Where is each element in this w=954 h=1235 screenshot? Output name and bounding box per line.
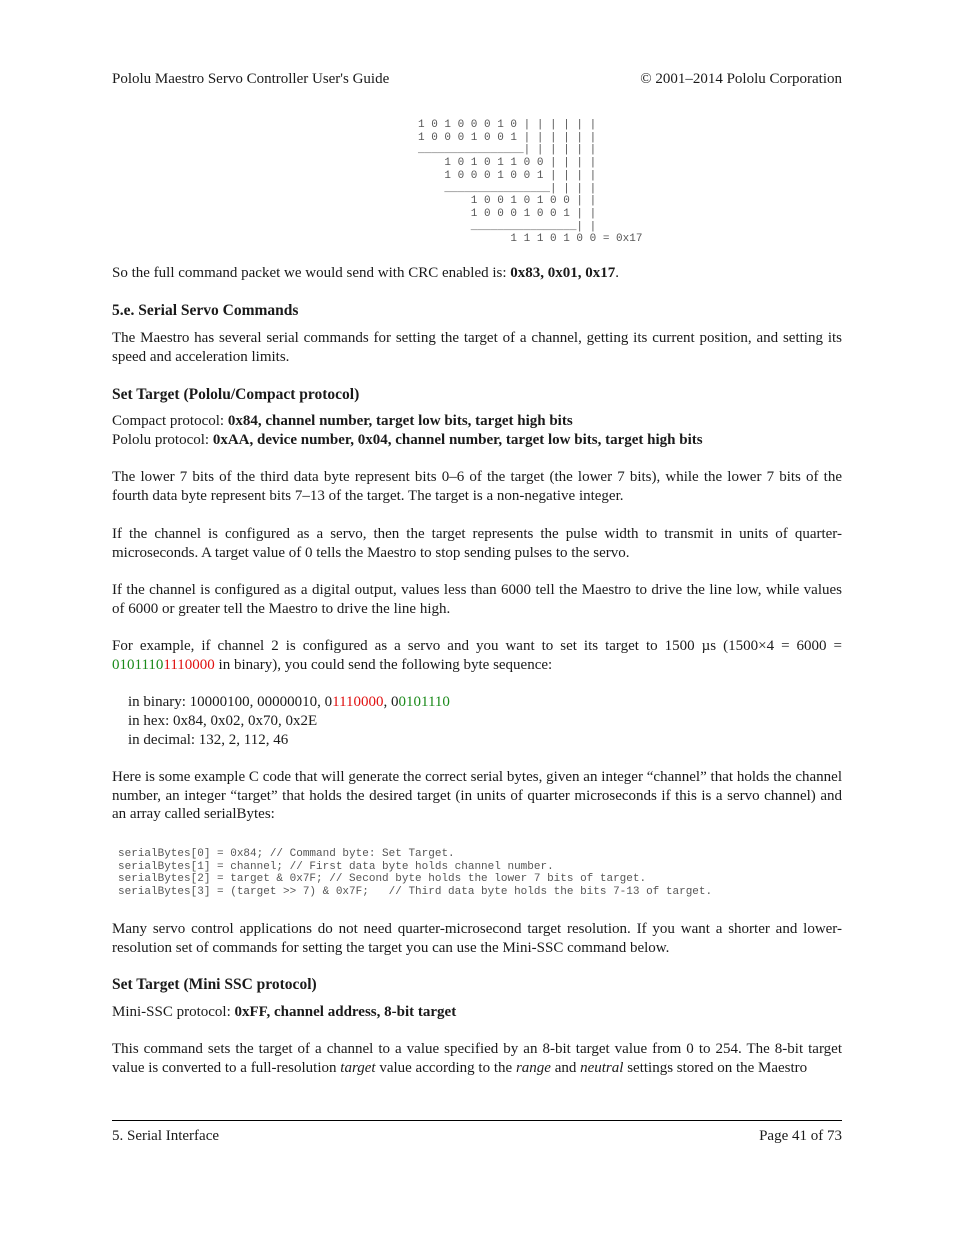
section-intro: The Maestro has several serial commands for setting the target of a channel, getting its current position, and setting its speed and acceleration limits. [112, 330, 842, 365]
footer-section: 5. Serial Interface [112, 1128, 220, 1144]
code-line: serialBytes[3] = (target >> 7) & 0x7F; // Third data byte holds the bits 7-13 of target. [118, 885, 713, 898]
mini-ssc-label: Mini-SSC protocol: [112, 1004, 235, 1020]
crc-sentence [112, 264, 842, 283]
mini-ssc-text-a: This command sets the target of a channel to a value specified by an 8-bit target value from 0 to 254. The 8-bit target value is converted to a full-resolution [112, 1041, 842, 1076]
code-line: serialBytes[0] = 0x84; // Command byte: Set Target. [118, 848, 455, 860]
example-binary-low: 1110000 [163, 656, 215, 673]
example-text: For example, if channel 2 is configured as a servo and you want to set its target to 1500 µs (1500×4 = 6000 = [112, 638, 842, 654]
mini-ssc-text-d: settings stored on the Maestro [623, 1059, 808, 1076]
crc-line: 1 0 0 1 0 1 0 0 | | [418, 195, 597, 208]
para-servo: If the channel is configured as a servo, then the target represents the pulse width to transmit in units of quarter-microseconds. A target value of 0 tells the Maestro to stop sending pulses to the servo. [112, 526, 842, 561]
compact-label: Compact protocol: [112, 413, 228, 429]
header-title: Pololu Maestro Servo Controller User's Guide [112, 71, 390, 87]
binary-line [128, 693, 450, 712]
crc-line: ________________| | | | [418, 182, 597, 195]
crc-sentence-text: So the full command packet we would send with CRC enabled is: [112, 265, 511, 281]
pololu-label: Pololu protocol: [112, 432, 213, 448]
binary-red: 1110000 [332, 694, 384, 710]
code-intro: Here is some example C code that will generate the correct serial bytes, given an integer “channel” that holds the channel number, an integer “target” that holds the desired target (in units of quarter microseconds if this is a servo channel) and an array called serialBytes: [112, 769, 842, 823]
crc-diagram [418, 119, 642, 246]
para-after-code: Many servo control applications do not need quarter-microsecond target resolution. If you want a shorter and lower-resolution set of commands for setting the target you can use the Mini-SSC command below. [112, 921, 842, 956]
mini-ssc-para [112, 1040, 842, 1077]
crc-line: 1 0 0 0 1 0 0 1 | | | | [418, 169, 597, 182]
hex-line: in hex: 0x84, 0x02, 0x70, 0x2E [128, 713, 318, 729]
mini-ssc-text-c: and [550, 1059, 581, 1076]
crc-sentence-end: . [615, 265, 620, 281]
italic-target: target [340, 1059, 376, 1076]
binary-sep: , 0 [383, 694, 399, 710]
crc-line: 1 0 1 0 1 1 0 0 | | | | [418, 157, 597, 170]
crc-line: ________________| | | | | | [418, 144, 597, 157]
crc-line: 1 0 0 0 1 0 0 1 | | [418, 207, 597, 220]
footer-page-number: Page 41 of 73 [759, 1128, 842, 1144]
pololu-protocol-line [112, 431, 703, 450]
set-target-heading: Set Target (Pololu/Compact protocol) [112, 386, 360, 403]
italic-range: range [515, 1059, 551, 1076]
compact-value: 0x84, channel number, target low bits, target high bits [227, 413, 573, 429]
binary-green: 0101110 [398, 694, 450, 710]
header-copyright: © 2001–2014 Pololu Corporation [640, 71, 842, 87]
example-end: in binary), you could send the following byte sequence: [214, 656, 553, 673]
code-line: serialBytes[1] = channel; // First data byte holds channel number. [118, 860, 554, 873]
mini-ssc-protocol-line [112, 1003, 456, 1022]
footer-rule [112, 1120, 842, 1121]
para-data-bytes: The lower 7 bits of the third data byte represent bits 0–6 of the target (the lower 7 bits), while the lower 7 bits of the fourth data byte represent bits 7–13 of the target. The target is a non-negative integer. [112, 469, 842, 504]
mini-ssc-text-b: value according to the [375, 1059, 516, 1076]
code-line: serialBytes[2] = target & 0x7F; // Second byte holds the lower 7 bits of target. [118, 873, 647, 885]
pololu-value: 0xAA, device number, 0x04, channel number, target low bits, target high bits [212, 432, 703, 448]
mini-ssc-heading: Set Target (Mini SSC protocol) [112, 976, 317, 993]
binary-prefix: in binary: 10000100, 00000010, 0 [128, 694, 333, 710]
compact-protocol-line [112, 412, 573, 431]
crc-line: 1 0 1 0 0 0 1 0 | | | | | | [418, 119, 597, 131]
code-block [118, 848, 712, 898]
crc-line: 1 0 0 0 1 0 0 1 | | | | | | [418, 131, 597, 144]
mini-ssc-value: 0xFF, channel address, 8-bit target [234, 1004, 457, 1020]
crc-bytes: 0x83, 0x01, 0x17 [510, 265, 616, 281]
crc-line: ________________| | [418, 220, 597, 233]
para-digital: If the channel is configured as a digital output, values less than 6000 tell the Maestro to drive the line low, while values of 6000 or greater tell the Maestro to drive the line high. [112, 582, 842, 617]
crc-line: 1 1 1 0 1 0 0 = 0x17 [418, 233, 643, 246]
example-binary-high: 0101110 [112, 656, 164, 673]
para-example [112, 637, 842, 674]
italic-neutral: neutral [580, 1059, 624, 1076]
section-heading: 5.e. Serial Servo Commands [112, 302, 299, 319]
decimal-line: in decimal: 132, 2, 112, 46 [128, 732, 289, 748]
